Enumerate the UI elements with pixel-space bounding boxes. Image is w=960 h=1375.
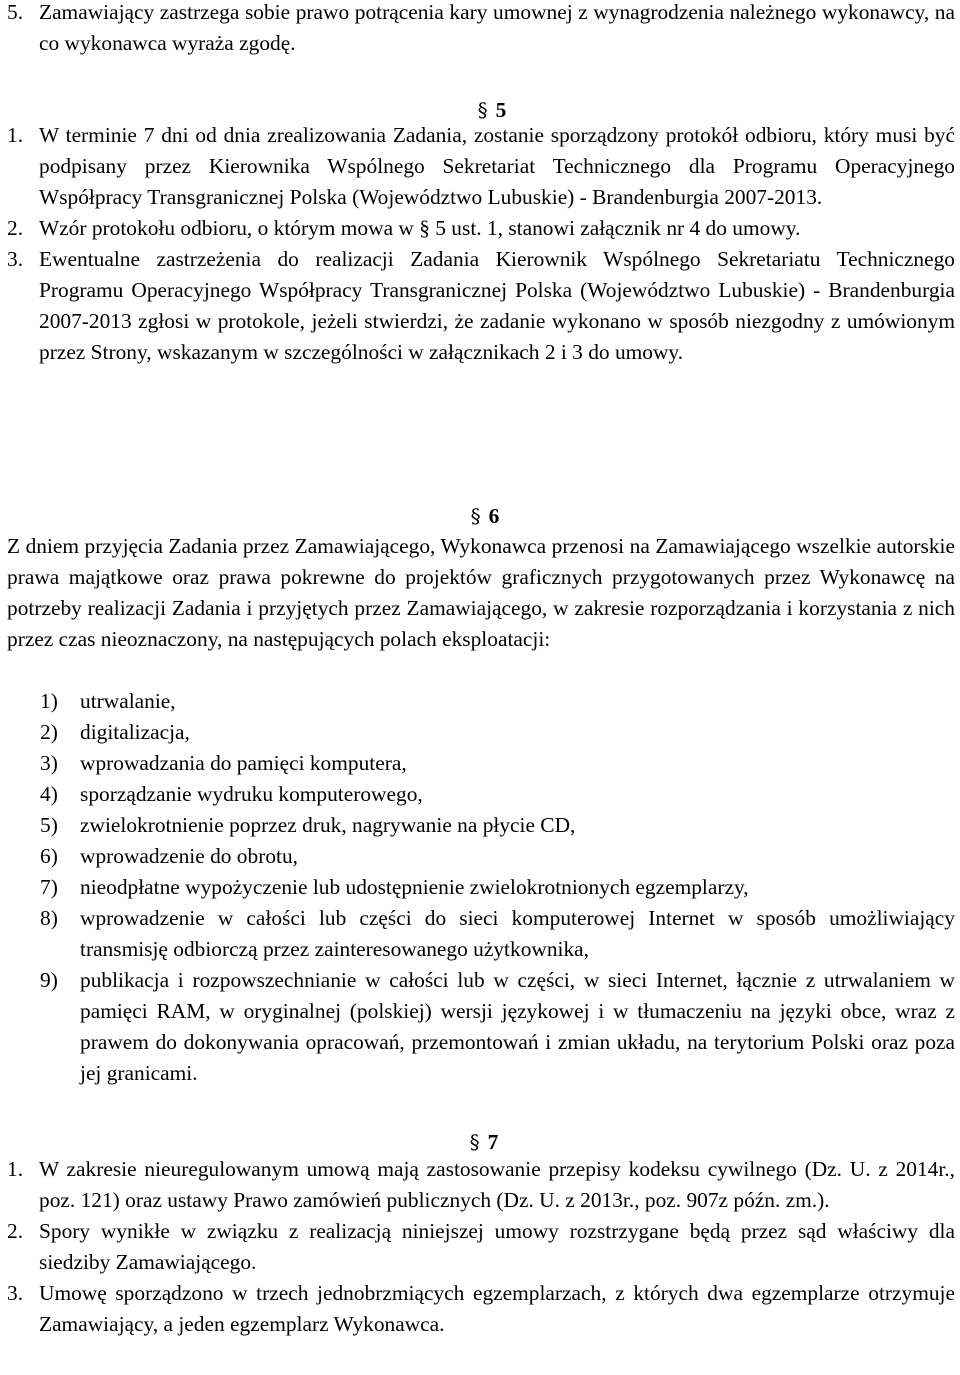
item-text: Wzór protokołu odbioru, o którym mowa w § 5 ust. 1, stanowi załącznik nr 4 do umowy. (39, 216, 801, 240)
item-text: publikacja i rozpowszechnianie w całości lub w części, w sieci Internet, łącznie z utrwalaniem w pamięci RAM, w oryginalnej (polskiej) wersji językowej i w tłumaczeniu na języki obce, wraz z prawem do dokonywania opracowań, przemontowań i zmian układu, na terytorium Polski oraz poza jej granicami. (80, 968, 955, 1085)
item-text: wprowadzenie do obrotu, (80, 844, 299, 868)
section-6-intro: Z dniem przyjęcia Zadania przez Zamawiającego, Wykonawca przenosi na Zamawiającego wszelkie autorskie prawa majątkowe oraz prawa pokrewne do projektów graficznych przygotowanych przez Wykonawcę na potrzeby realizacji Zadania i przyjętych przez Zamawiającego, w zakresie rozporządzania i korzystania z nich przez czas nieoznaczony, na następujących polach eksploatacji: (7, 534, 955, 651)
item-text: utrwalanie, (80, 689, 176, 713)
list-item (7, 686, 955, 717)
list-item (7, 1278, 955, 1340)
item-text: wprowadzenie w całości lub części do sieci komputerowej Internet w sposób umożliwiający transmisję odbiorczą przez zainteresowanego użytkownika, (80, 906, 955, 961)
list-item (7, 244, 955, 368)
item-number: 7) (40, 875, 58, 899)
section-number: 5 (495, 98, 507, 122)
section-heading-6 (5, 501, 960, 532)
item-number: 2. (7, 1219, 24, 1243)
item-number: 5. (7, 0, 24, 24)
item-number: 1. (7, 1157, 24, 1181)
item-text: wprowadzania do pamięci komputera, (80, 751, 407, 775)
item-text: nieodpłatne wypożyczenie lub udostępnienie zwielokrotnionych egzemplarzy, (80, 875, 749, 899)
list-item (7, 965, 955, 1089)
item-number: 5) (40, 813, 58, 837)
item-text: W zakresie nieuregulowanym umową mają zastosowanie przepisy kodeksu cywilnego (Dz. U. z 2014r., poz. 121) oraz ustawy Prawo zamówień publicznych (Dz. U. z 2013r., poz. 907z późn. zm.). (39, 1157, 955, 1212)
item-number: 9) (40, 968, 58, 992)
list-item (7, 213, 955, 244)
item-number: 1) (40, 689, 58, 713)
list-item (7, 810, 955, 841)
item-number: 3) (40, 751, 58, 775)
section-number: 6 (488, 504, 500, 528)
list-item (7, 841, 955, 872)
section-symbol: § (469, 1130, 480, 1154)
list-item (7, 903, 955, 965)
item-number: 1. (7, 123, 24, 147)
item-text: Ewentualne zastrzeżenia do realizacji Zadania Kierownik Wspólnego Sekretariatu Technicznego Programu Operacyjnego Współpracy Transgranicznej Polska (Województwo Lubuskie) - Brandenburgia 2007-2013 zgłosi w protokole, jeżeli stwierdzi, że zadanie wykonano w sposób niezgodny z umówionym przez Strony, wskazanym w szczególności w załącznikach 2 i 3 do umowy. (39, 247, 955, 364)
item-number: 2) (40, 720, 58, 744)
item-text: zwielokrotnienie poprzez druk, nagrywanie na płycie CD, (80, 813, 576, 837)
section-number: 7 (487, 1130, 499, 1154)
item-number: 3. (7, 1281, 24, 1305)
section-symbol: § (477, 98, 488, 122)
list-item (7, 0, 955, 59)
item-number: 3. (7, 247, 24, 271)
item-text: Spory wynikłe w związku z realizacją niniejszej umowy rozstrzygane będą przez sąd właściwy dla siedziby Zamawiającego. (39, 1219, 955, 1274)
item-text: Zamawiający zastrzega sobie prawo potrącenia kary umownej z wynagrodzenia należnego wykonawcy, na co wykonawca wyraża zgodę. (39, 0, 955, 55)
section-symbol: § (470, 504, 481, 528)
list-item (7, 1154, 955, 1216)
item-text: sporządzanie wydruku komputerowego, (80, 782, 423, 806)
list-item (7, 748, 955, 779)
exploitation-fields-list (7, 686, 955, 1089)
section-7-list (7, 1154, 955, 1340)
item-number: 8) (40, 906, 58, 930)
item-text: Umowę sporządzono w trzech jednobrzmiących egzemplarzach, z których dwa egzemplarze otrzymuje Zamawiający, a jeden egzemplarz Wykonawca. (39, 1281, 955, 1336)
item-text: digitalizacja, (80, 720, 190, 744)
list-item (7, 717, 955, 748)
section-5-list (7, 120, 955, 368)
list-item (7, 779, 955, 810)
list-item (7, 1216, 955, 1278)
item-number: 2. (7, 216, 24, 240)
list-item (7, 120, 955, 213)
item-text: W terminie 7 dni od dnia zrealizowania Zadania, zostanie sporządzony protokół odbioru, który musi być podpisany przez Kierownika Wspólnego Sekretariat Technicznego dla Programu Operacyjnego Współpracy Transgranicznej Polska (Województwo Lubuskie) - Brandenburgia 2007-2013. (39, 123, 955, 209)
item-number: 6) (40, 844, 58, 868)
item-number: 4) (40, 782, 58, 806)
list-item (7, 872, 955, 903)
